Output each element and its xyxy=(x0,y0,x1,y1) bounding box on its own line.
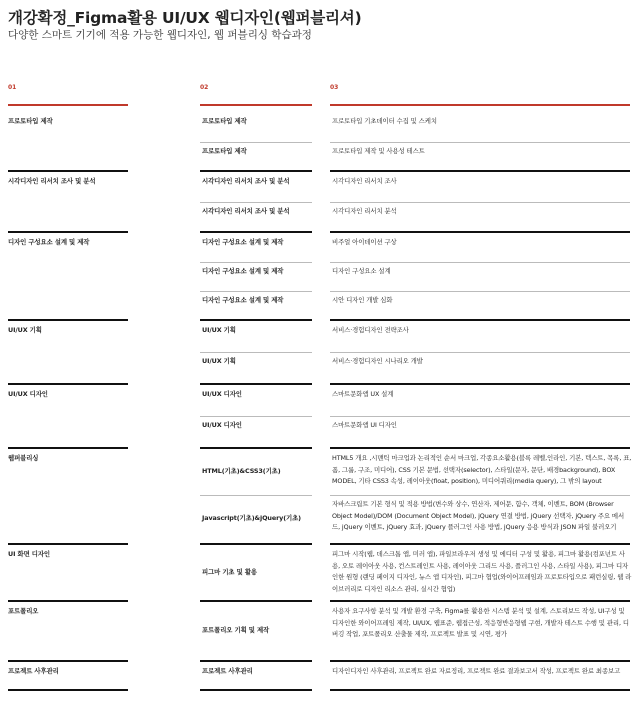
section-rule xyxy=(200,600,312,602)
sub-category-label: 포트폴리오 기획 및 제작 xyxy=(202,626,270,634)
sub-category-label: UI/UX 기획 xyxy=(202,357,236,365)
major-category-label: 프로젝트 사후관리 xyxy=(8,667,59,675)
column-number: 03 xyxy=(330,84,339,91)
section-rule xyxy=(200,660,312,662)
row-divider xyxy=(330,142,630,143)
detail-text: 서비스·경험디자인 시나리오 개발 xyxy=(332,357,423,365)
sub-category-label: HTML(기초)&CSS3(기초) xyxy=(202,467,281,475)
sub-category-label: 프로토타입 제작 xyxy=(202,117,247,125)
column-header-rule xyxy=(330,104,630,106)
section-rule xyxy=(8,543,128,545)
row-divider xyxy=(200,202,312,203)
section-rule xyxy=(330,543,630,545)
section-rule xyxy=(8,383,128,385)
detail-text: 스마트문화앱 UI 디자인 xyxy=(332,421,397,429)
section-rule xyxy=(8,319,128,321)
column-number: 02 xyxy=(200,84,209,91)
column-header-03 xyxy=(330,84,630,106)
section-rule xyxy=(330,231,630,233)
row-divider xyxy=(200,142,312,143)
section-rule xyxy=(8,600,128,602)
column-header-rule xyxy=(8,104,128,106)
detail-text: 자바스크립트 기본 형식 및 적용 방법(변수와 상수, 연산자, 제어문, 함수, 객체, 이벤트, BOM (Browser Object Model)/DOM (Document Object Model), jQuery 연결 방법, jQuery 선택자, jQuery 주요 메서드, jQuery 이벤트, jQuery 효과, jQuery 플러그인 사용 방법, jQuery 응용 방식과 JSON 파일 불러오기 xyxy=(332,500,625,531)
section-rule xyxy=(8,660,128,662)
section-rule xyxy=(200,319,312,321)
sub-category-label: 시각디자인 리서치 조사 및 분석 xyxy=(202,207,290,215)
row-divider xyxy=(330,291,630,292)
detail-text: 디자인 구성요소 설계 xyxy=(332,267,391,275)
major-category-label: UI/UX 기획 xyxy=(8,326,42,334)
detail-text: 서비스·경험디자인 전략조사 xyxy=(332,326,409,334)
column-header-01 xyxy=(8,84,128,106)
section-rule xyxy=(330,383,630,385)
detail-text: 프로토타입 제작 및 사용성 테스트 xyxy=(332,147,425,155)
row-divider xyxy=(200,291,312,292)
row-divider xyxy=(200,352,312,353)
sub-category-label: Javascript(기초)&jQuery(기초) xyxy=(202,514,302,522)
section-rule xyxy=(200,689,312,691)
major-category-label: 디자인 구성요소 설계 및 제작 xyxy=(8,238,90,246)
page-subtitle: 다양한 스마트 기기에 적용 가능한 웹디자인, 웹 퍼블리싱 학습과정 xyxy=(8,29,312,41)
detail-text: 비주얼 아이데이션 구상 xyxy=(332,238,397,246)
detail-text: 시각디자인 리서치 분석 xyxy=(332,207,397,215)
row-divider xyxy=(330,262,630,263)
row-divider xyxy=(330,202,630,203)
page-title: 개강확정_Figma활용 UI/UX 웹디자인(웹퍼블리셔) xyxy=(8,9,362,27)
detail-text: 사용자 요구사항 분석 및 개발 환경 구축, Figma를 활용한 시스템 분석 및 설계, 스토리보드 작성, UI구성 및 디자인한 와이어프레임 제작, UI/UX, 웹표준, 웹접근성, 적응형반응형웹 구현, 개발자 테스트 수행 및 관리, 디버깅 작업, 포트폴리오 산출물 제작, 프로젝트 발표 및 시연, 평가 xyxy=(332,607,629,638)
detail-text: 시안 디자인 개발 심화 xyxy=(332,296,393,304)
detail-text: 시각디자인 리서치 조사 xyxy=(332,177,397,185)
major-category-label: 프로토타입 제작 xyxy=(8,117,53,125)
section-rule xyxy=(200,170,312,172)
detail-text: 피그마 시작(웹, 데스크톱 앱, 미러 앱), 파일브라우저 생성 및 에디터 구성 및 활용, 피그마 활용(컴포넌트 사용, 오토 레이아웃 사용, 컨스트레인트 사용, 레이아웃 그리드 사용, 플러그인 사용, 스타일 사용), 피그마 디자인한 원형 (랜딩 페이지 디자인, 뉴스 앱 디자인), 피그마 협업(와이어프레임과 프로토타입으로 패런실링, 웹 라이브러리로 디자인 리소스 관리, 실시간 협업) xyxy=(332,550,632,593)
detail-text: 프로토타입 기초데이터 수집 및 스케치 xyxy=(332,117,437,125)
section-rule xyxy=(8,170,128,172)
sub-category-label: UI/UX 디자인 xyxy=(202,421,242,429)
section-rule xyxy=(200,231,312,233)
section-rule xyxy=(330,447,630,449)
section-rule xyxy=(330,170,630,172)
sub-category-label: 디자인 구성요소 설계 및 제작 xyxy=(202,296,284,304)
sub-category-label: UI/UX 기획 xyxy=(202,326,236,334)
sub-category-label: 프로토타입 제작 xyxy=(202,147,247,155)
row-divider xyxy=(330,416,630,417)
detail-text: 디자인디자인 사후관리, 프로젝트 완료 자료정리, 프로젝트 완료 결과보고서 작성, 프로젝트 완료 최종보고 xyxy=(332,667,621,675)
section-rule xyxy=(200,383,312,385)
detail-text: 스마트문화앱 UX 설계 xyxy=(332,390,394,398)
row-divider xyxy=(200,262,312,263)
sub-category-label: 프로젝트 사후관리 xyxy=(202,667,253,675)
section-rule xyxy=(330,689,630,691)
section-rule xyxy=(200,543,312,545)
section-rule xyxy=(330,319,630,321)
row-divider xyxy=(330,495,630,496)
row-divider xyxy=(200,495,312,496)
sub-category-label: 디자인 구성요소 설계 및 제작 xyxy=(202,267,284,275)
major-category-label: UI/UX 디자인 xyxy=(8,390,48,398)
sub-category-label: UI/UX 디자인 xyxy=(202,390,242,398)
major-category-label: 포트폴리오 xyxy=(8,607,39,615)
section-rule xyxy=(200,447,312,449)
section-rule xyxy=(330,660,630,662)
sub-category-label: 시각디자인 리서치 조사 및 분석 xyxy=(202,177,290,185)
row-divider xyxy=(200,416,312,417)
detail-text: HTML5 개요 ,시맨틱 마크업과 논리적인 순서 마크업, 각종요소활용(블록 레벨,인라인, 기본, 텍스트, 목록, 표, 폼, 그룹, 구조, 미디어), CSS 기본 문법, 선택자(selector), 스타일(문자, 문단, 배경background), BOX MODEL, 기타 CSS3 속성, 레이아웃(float, position), 미디어쿼리(media query), 그 밖의 layout xyxy=(332,454,632,485)
major-category-label: 시각디자인 리서치 조사 및 분석 xyxy=(8,177,96,185)
section-rule xyxy=(330,600,630,602)
row-divider xyxy=(330,352,630,353)
column-number: 01 xyxy=(8,84,17,91)
section-rule xyxy=(8,447,128,449)
major-category-label: UI 화면 디자인 xyxy=(8,550,50,558)
section-rule xyxy=(8,231,128,233)
section-rule xyxy=(8,689,128,691)
column-header-rule xyxy=(200,104,312,106)
column-header-02 xyxy=(200,84,312,106)
major-category-label: 웹퍼블리싱 xyxy=(8,454,39,462)
sub-category-label: 피그마 기초 및 활용 xyxy=(202,567,257,576)
sub-category-label: 디자인 구성요소 설계 및 제작 xyxy=(202,238,284,246)
